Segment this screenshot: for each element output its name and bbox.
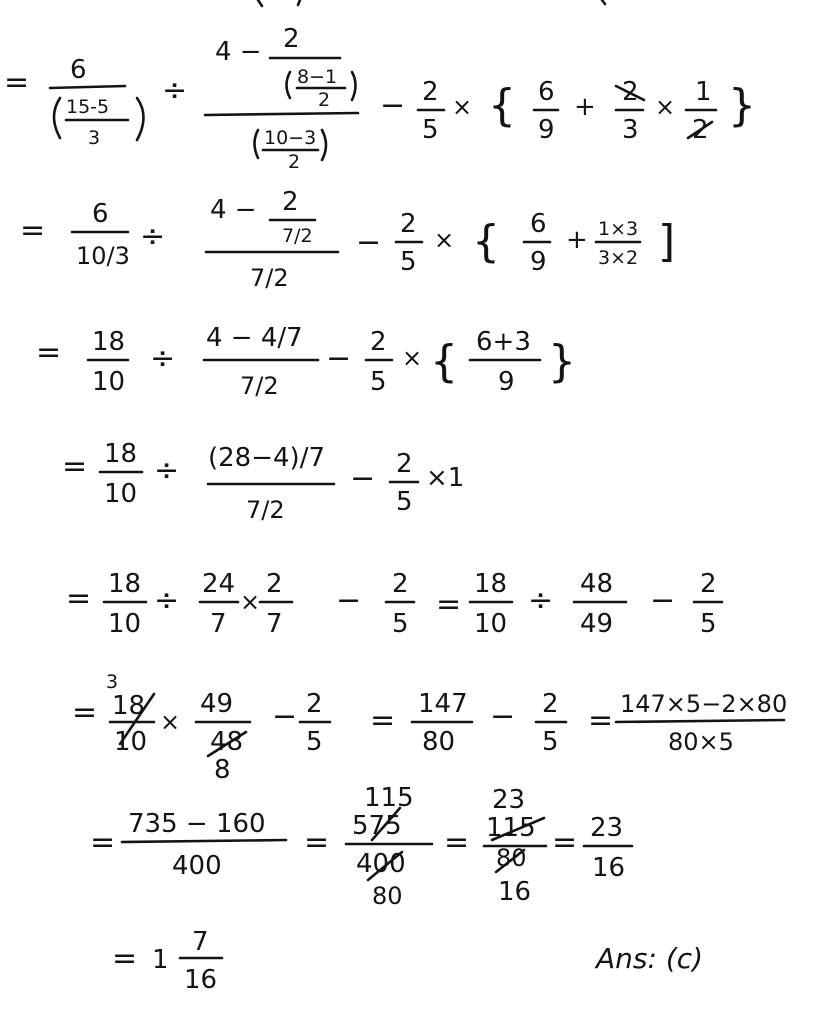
- inner-numerator: 2: [283, 24, 300, 54]
- equals-sign: =: [4, 65, 30, 100]
- denominator: 5: [400, 247, 417, 277]
- denominator: 400: [356, 849, 406, 879]
- fraction-bar: [50, 86, 125, 88]
- numerator: 1×3: [598, 218, 639, 240]
- cancelled-result: 80: [372, 882, 403, 910]
- numerator-lead: 4 −: [210, 195, 257, 225]
- numerator: 2: [400, 209, 417, 239]
- right-paren: [137, 98, 144, 140]
- numerator: 18: [112, 691, 146, 721]
- numerator: 24: [202, 569, 236, 599]
- inner-denominator: 7/2: [282, 225, 313, 247]
- line-3: [36, 323, 576, 400]
- left-brace: {: [430, 336, 458, 387]
- cancelled-result: 16: [498, 877, 532, 907]
- denominator: 10: [114, 727, 148, 757]
- numerator: 2: [622, 77, 639, 107]
- numerator: 6: [92, 199, 109, 229]
- equals-sign: =: [588, 703, 614, 738]
- denominator: 5: [306, 727, 323, 757]
- numerator: 4 − 4/7: [206, 323, 303, 353]
- left-brace: {: [488, 80, 516, 131]
- line-7: [90, 783, 632, 910]
- inner-numerator: 8−1: [297, 66, 338, 88]
- numerator: 2: [370, 327, 387, 357]
- cancelled-result: 8: [214, 755, 231, 785]
- inner-numerator: 10−3: [264, 127, 317, 149]
- equals-sign: =: [436, 587, 462, 622]
- division-sign: ÷: [154, 453, 180, 488]
- equals-sign: =: [72, 695, 98, 730]
- numerator: 48: [580, 569, 614, 599]
- denominator: 7/2: [250, 264, 289, 292]
- denominator: 2: [692, 115, 709, 145]
- line-1: [4, 24, 756, 173]
- denominator: 10: [92, 367, 126, 397]
- equals-sign: =: [36, 335, 62, 370]
- numerator: 6+3: [476, 327, 531, 357]
- inner-denominator: 2: [318, 89, 331, 111]
- division-sign: ÷: [140, 219, 166, 254]
- denominator: 5: [700, 609, 717, 639]
- left-paren: [54, 98, 60, 138]
- division-sign: ÷: [150, 341, 176, 376]
- denominator: 9: [538, 115, 555, 145]
- right-paren: [322, 130, 326, 160]
- minus-sign: −: [326, 341, 352, 376]
- division-sign: ÷: [154, 583, 180, 618]
- denominator: 5: [542, 727, 559, 757]
- denominator: 16: [184, 965, 218, 995]
- numerator: 7: [192, 927, 209, 957]
- denominator: 9: [530, 247, 547, 277]
- equals-sign: =: [304, 825, 330, 860]
- fraction-bar: [205, 113, 358, 115]
- numerator: 6: [538, 77, 555, 107]
- left-paren: [287, 72, 291, 98]
- denominator: 9: [498, 367, 515, 397]
- times-sign: ×: [240, 588, 261, 616]
- inner-denominator: 3: [88, 127, 101, 149]
- cancelled-result: 115: [364, 783, 414, 813]
- equals-sign: =: [370, 703, 396, 738]
- times-sign: ×: [452, 93, 473, 121]
- times-one: ×1: [426, 463, 465, 493]
- right-paren: [352, 72, 356, 100]
- numerator: 18: [92, 327, 126, 357]
- numerator: 2: [542, 689, 559, 719]
- numerator: 115: [486, 813, 536, 843]
- minus-sign: −: [380, 88, 406, 123]
- plus-sign: +: [574, 92, 596, 122]
- denominator: 49: [580, 609, 614, 639]
- denominator: 7/2: [246, 496, 285, 524]
- denominator: 3: [622, 115, 639, 145]
- denominator: 3×2: [598, 247, 639, 269]
- denominator: 80: [422, 727, 456, 757]
- denominator: 5: [370, 367, 387, 397]
- fraction-bar: [616, 720, 784, 722]
- line-5: [66, 569, 722, 639]
- left-paren: [255, 130, 259, 158]
- whole-part: 1: [152, 945, 169, 975]
- inner-numerator: 15-5: [66, 96, 110, 118]
- left-brace: {: [472, 216, 500, 267]
- numerator: 2: [700, 569, 717, 599]
- denominator: 7/2: [240, 372, 279, 400]
- right-brace: }: [728, 80, 756, 131]
- numerator: 6: [70, 55, 87, 85]
- numerator: 2: [396, 449, 413, 479]
- plus-sign: +: [566, 225, 588, 255]
- numerator: 735 − 160: [128, 809, 266, 839]
- denominator: 5: [422, 115, 439, 145]
- numerator: 23: [590, 813, 624, 843]
- numerator: 18: [108, 569, 142, 599]
- denominator: 7: [266, 609, 283, 639]
- minus-sign: −: [350, 461, 376, 496]
- minus-sign: −: [272, 699, 298, 734]
- numerator: 1: [695, 77, 712, 107]
- line-4: [62, 439, 464, 524]
- minus-sign: −: [650, 583, 676, 618]
- numerator: 18: [104, 439, 138, 469]
- equals-sign: =: [552, 825, 578, 860]
- numerator: (28−4)/7: [208, 443, 325, 473]
- equals-sign: =: [112, 941, 138, 976]
- denominator: 80×5: [668, 728, 734, 756]
- equals-sign: =: [444, 825, 470, 860]
- numerator: 147×5−2×80: [620, 690, 788, 718]
- fraction-bar: [122, 840, 286, 842]
- denominator: 48: [210, 727, 244, 757]
- numerator: 2: [306, 689, 323, 719]
- numerator: 147: [418, 689, 468, 719]
- times-sign: ×: [402, 344, 423, 372]
- numerator: 6: [530, 209, 547, 239]
- denominator: 16: [592, 853, 626, 883]
- equals-sign: =: [90, 825, 116, 860]
- minus-sign: −: [490, 699, 516, 734]
- cropped-previous-line: [258, 0, 605, 6]
- denominator: 5: [396, 487, 413, 517]
- numerator: 2: [266, 569, 283, 599]
- equals-sign: =: [62, 449, 88, 484]
- denominator: 5: [392, 609, 409, 639]
- minus-sign: −: [336, 583, 362, 618]
- equals-sign: =: [66, 581, 92, 616]
- times-sign: ×: [655, 93, 676, 121]
- denominator: 80: [496, 844, 527, 872]
- denominator: 10/3: [76, 242, 130, 270]
- numerator: 18: [474, 569, 508, 599]
- right-bracket: ]: [658, 216, 676, 267]
- line-2: [20, 187, 675, 292]
- division-sign: ÷: [528, 583, 554, 618]
- equals-sign: =: [20, 213, 46, 248]
- answer-label: Ans: (c): [596, 942, 704, 975]
- denominator: 10: [104, 479, 138, 509]
- denominator: 10: [474, 609, 508, 639]
- numerator-lead: 4 −: [215, 37, 262, 67]
- cancelled-result: 23: [492, 785, 526, 815]
- minus-sign: −: [356, 225, 382, 260]
- times-sign: ×: [434, 226, 455, 254]
- inner-numerator: 2: [282, 187, 299, 217]
- division-sign: ÷: [162, 73, 188, 108]
- right-brace: }: [548, 336, 576, 387]
- denominator: 7: [210, 609, 227, 639]
- inner-denominator: 2: [288, 151, 301, 173]
- denominator: 400: [172, 851, 222, 881]
- cancelled-result: 3: [106, 671, 119, 693]
- line-6: [72, 671, 787, 785]
- numerator: 49: [200, 689, 234, 719]
- times-sign: ×: [160, 708, 181, 736]
- line-8: [112, 927, 703, 995]
- denominator: 10: [108, 609, 142, 639]
- numerator: 575: [352, 811, 402, 841]
- numerator: 2: [422, 77, 439, 107]
- numerator: 2: [392, 569, 409, 599]
